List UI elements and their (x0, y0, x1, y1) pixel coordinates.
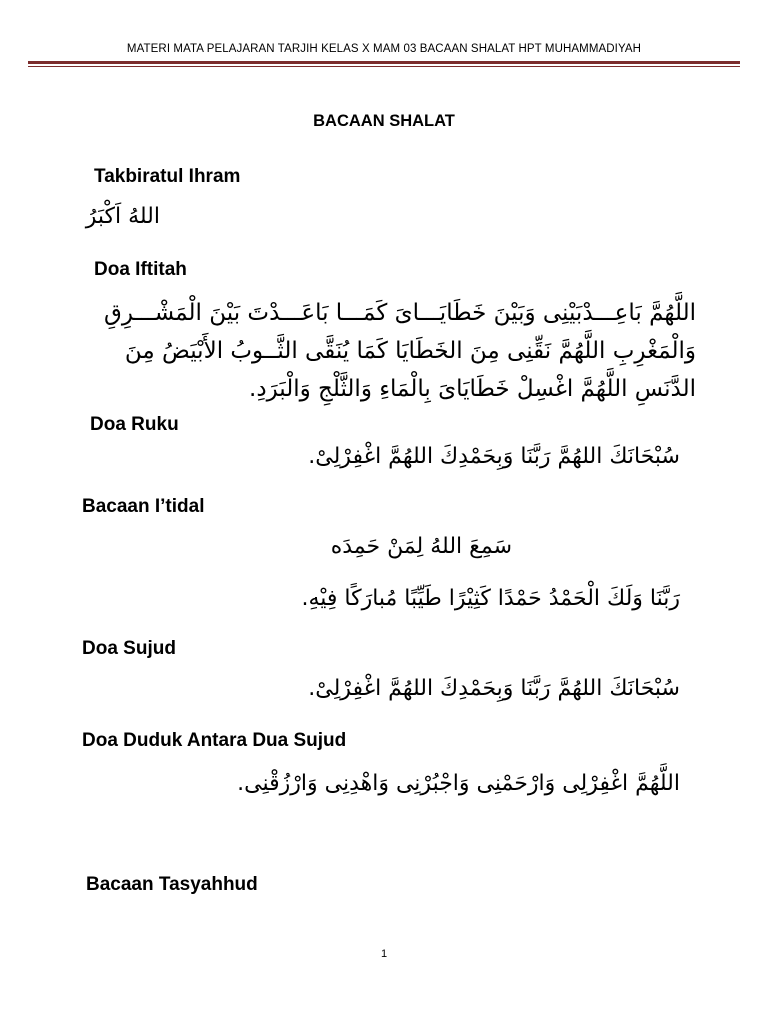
header-rule-thin (28, 66, 740, 67)
page-number: 1 (380, 948, 388, 960)
section-heading: Bacaan Tasyahhud (86, 874, 258, 895)
arabic-line: الدَّنَسِ اللَّهُمَّ اغْسِلْ خَطَايَاىَ بِالْمَاءِ وَالثَّلْجِ وَالْبَرَدِ. (249, 376, 696, 402)
section-heading: Doa Sujud (82, 638, 176, 659)
arabic-text: سُبْحَانَكَ اللهُمَّ رَبَّنَا وَبِحَمْدِكَ اللهُمَّ اغْفِرْلِىْ. (308, 676, 680, 701)
section-heading: Bacaan I’tidal (82, 496, 205, 517)
arabic-text: سَمِعَ اللهُ لِمَنْ حَمِدَه (330, 534, 512, 559)
header-text: MATERI MATA PELAJARAN TARJIH KELAS X MAM 03 BACAAN SHALAT HPT MUHAMMADIYAH (126, 43, 642, 55)
section-heading: Doa Iftitah (94, 259, 187, 280)
document-title: BACAAN SHALAT (313, 112, 455, 130)
arabic-text: اللهُ اَكْبَرُ (85, 204, 160, 229)
section-heading: Doa Duduk Antara Dua Sujud (82, 730, 347, 751)
arabic-line: اللَّهُمَّ بَاعِـــدْبَيْنِى وَبَيْنَ خَطَايَـــاىَ كَمَـــا بَاعَـــدْتَ بَيْنَ الْمَشْـــرِقِ (103, 300, 696, 326)
section-heading: Takbiratul Ihram (94, 166, 241, 187)
header-rule-thick (28, 61, 740, 64)
arabic-text-block (56, 294, 696, 408)
arabic-text: اللَّهُمَّ اغْفِرْلِى وَارْحَمْنِى وَاجْبُرْنِى وَاهْدِنِى وَارْزُقْنِى. (237, 771, 680, 796)
arabic-line: وَالْمَغْرِبِ اللَّهُمَّ نَقِّنِى مِنَ الخَطَايَا كَمَا يُنَقَّى الثَّــوبُ الأَبْيَضُ مِنَ (124, 338, 696, 364)
arabic-text: رَبَّنَا وَلَكَ الْحَمْدُ حَمْدًا كَثِيْرًا طَيِّبًا مُبارَكًا فِيْهِ. (301, 586, 680, 611)
arabic-text: سُبْحَانَكَ اللهُمَّ رَبَّنَا وَبِحَمْدِكَ اللهُمَّ اغْفِرْلِىْ. (308, 444, 680, 469)
section-heading: Doa Ruku (90, 414, 179, 435)
